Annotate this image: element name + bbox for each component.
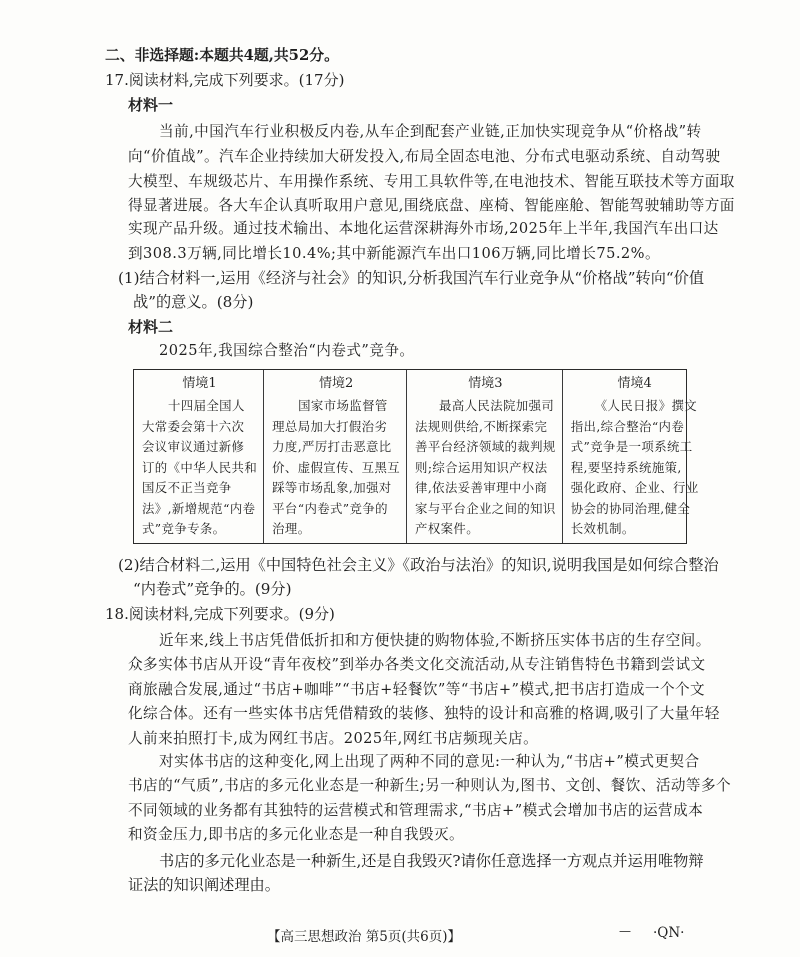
scenario-line: 程,要坚持系统施策, (570, 459, 682, 475)
scenario-heading: 情境3 (468, 376, 503, 391)
scenario-line: 《人民日报》撰文 (594, 398, 698, 413)
scenario-line: 式”竞争专条。 (142, 521, 226, 536)
footer-code: ·QN· (653, 925, 685, 941)
scenario-line: 律,依法妥善审理中小商 (415, 480, 548, 495)
scenario-line: 大常委会第十六次 (142, 418, 245, 434)
scenario-line: 协会的协同治理,健全 (570, 500, 691, 516)
material-1-line: 当前,中国汽车行业积极反内卷,从车企到配套产业链,正加快实现竞争从“价格战”转 (159, 123, 702, 140)
scenario-line: 强化政府、企业、行业 (570, 480, 699, 495)
q18-para1-line: 化综合体。还有一些实体书店凭借精致的装修、独特的设计和高雅的格调,吸引了大量年轻 (128, 705, 720, 722)
material-1-line: 大模型、车规级芯片、车用操作系统、专用工具软件等,在电池技术、智能互联技术等方面取 (128, 173, 735, 190)
scenario-line: 理总局加大打假治劣 (272, 418, 388, 434)
scenario-line: 国家市场监督管 (298, 398, 388, 413)
scenario-column (264, 370, 407, 543)
material-1-line: 到308.3万辆,同比增长10.4%;其中新能源汽车出口106万辆,同比增长75.2%。 (128, 245, 661, 262)
scenario-line: 订的《中华人民共和 (142, 459, 258, 475)
scenario-column (563, 370, 705, 543)
scenario-line: 十四届全国人 (168, 398, 245, 413)
scenario-line: 价、虚假宣传、互黑互 (272, 459, 401, 475)
scenario-line: 式”竞争是一项系统工 (570, 439, 693, 454)
section-title: 二、非选择题:本题共4题,共52分。 (105, 47, 339, 64)
scenario-heading: 情境1 (182, 376, 217, 391)
scenario-line: 长效机制。 (570, 521, 635, 536)
scenario-line: 力度,严厉打击恶意比 (272, 439, 392, 454)
q18-para2-line: 书店的“气质”,书店的多元化业态是一种新生;另一种则认为,图书、文创、餐饮、活动等多个 (128, 777, 732, 794)
scenario-line: 平台“内卷式”竞争的 (272, 500, 388, 516)
material-1-line: 实现产品升级。通过技术输出、本地化运营深耕海外市场,2025年上半年,我国汽车出口达 (128, 220, 719, 237)
material-2-title: 材料二 (128, 318, 174, 336)
q18-para1-line: 商旅融合发展,通过“书店+咖啡”“书店+轻餐饮”等“书店+”模式,把书店打造成一个个文 (128, 681, 706, 698)
scenario-line: 国反不正当竞争 (142, 480, 232, 495)
scenario-line: 治理。 (272, 521, 311, 536)
scenario-line: 指出,综合整治“内卷 (570, 418, 685, 434)
q18-question-line: 证法的知识阐述理由。 (128, 876, 280, 894)
scenario-line: 最高人民法院加强司 (439, 398, 555, 413)
scenario-column (134, 370, 264, 543)
footer-page-info: 【高三思想政治 第5页(共6页)】 (267, 929, 462, 945)
scenario-line: 善平台经济领域的裁判规 (415, 439, 556, 454)
scenario-line: 会议审议通过新修 (142, 439, 245, 454)
material-2-intro: 2025年,我国综合整治“内卷式”竞争。 (159, 342, 415, 359)
q17-sub2-line: “内卷式”竞争的。(9分) (133, 580, 292, 598)
scenario-line: 法》,新增规范“内卷 (142, 500, 256, 516)
q17-sub2-line: (2)结合材料二,运用《中国特色社会主义》《政治与法治》的知识,说明我国是如何综合整治 (118, 556, 719, 574)
scenario-line: 则;综合运用知识产权法 (415, 459, 548, 475)
scenario-heading: 情境2 (318, 376, 354, 391)
scenario-line: 产权案件。 (415, 521, 479, 536)
scenario-line: 踩等市场乱象,加强对 (272, 480, 392, 495)
material-1-line: 向“价值战”。汽车企业持续加大研发投入,布局全固态电池、分布式电驱动系统、自动驾驶 (128, 148, 721, 165)
material-1-line: 得显著进展。各大车企认真听取用户意见,围绕底盘、座椅、智能座舱、智能驾驶辅助等方面 (128, 197, 735, 214)
q18-para2-line: 不同领域的业务都有其独特的运营模式和管理需求,“书店+”模式会增加书店的运营成本 (128, 802, 704, 819)
q17-stem: 17.阅读材料,完成下列要求。(17分) (105, 71, 345, 89)
scenario-table (133, 369, 699, 544)
scenario-line: 法规则供给,不断探索完 (415, 418, 548, 434)
q18-para1-line: 人前来拍照打卡,成为网红书店。2025年,网红书店频现关店。 (128, 730, 539, 747)
q18-para2-line: 对实体书店的这种变化,网上出现了两种不同的意见:一种认为,“书店+”模式更契合 (159, 753, 700, 770)
material-1-title: 材料一 (128, 96, 174, 114)
q18-para2-line: 和资金压力,即书店的多元化业态是一种自我毁灭。 (128, 826, 465, 843)
q17-sub1-line: (1)结合材料一,运用《经济与社会》的知识,分析我国汽车行业竞争从“价格战”转向“价值 (118, 269, 705, 287)
scenario-column (407, 370, 563, 543)
q18-stem: 18.阅读材料,完成下列要求。(9分) (105, 605, 335, 623)
q18-para1-line: 近年来,线上书店凭借低折扣和方便快捷的购物体验,不断挤压实体书店的生存空间。 (159, 632, 711, 649)
scenario-line: 家与平台企业之间的知识 (415, 500, 556, 516)
q18-question-line: 书店的多元化业态是一种新生,还是自我毁灭?请你任意选择一方观点并运用唯物辩 (159, 852, 704, 870)
q18-para1-line: 众多实体书店从开设“青年夜校”到举办各类文化交流活动,从专注销售特色书籍到尝试文 (128, 656, 706, 673)
q17-sub1-line: 战”的意义。(8分) (133, 293, 254, 311)
footer-mark: — (619, 924, 631, 938)
scenario-heading: 情境4 (617, 376, 652, 391)
